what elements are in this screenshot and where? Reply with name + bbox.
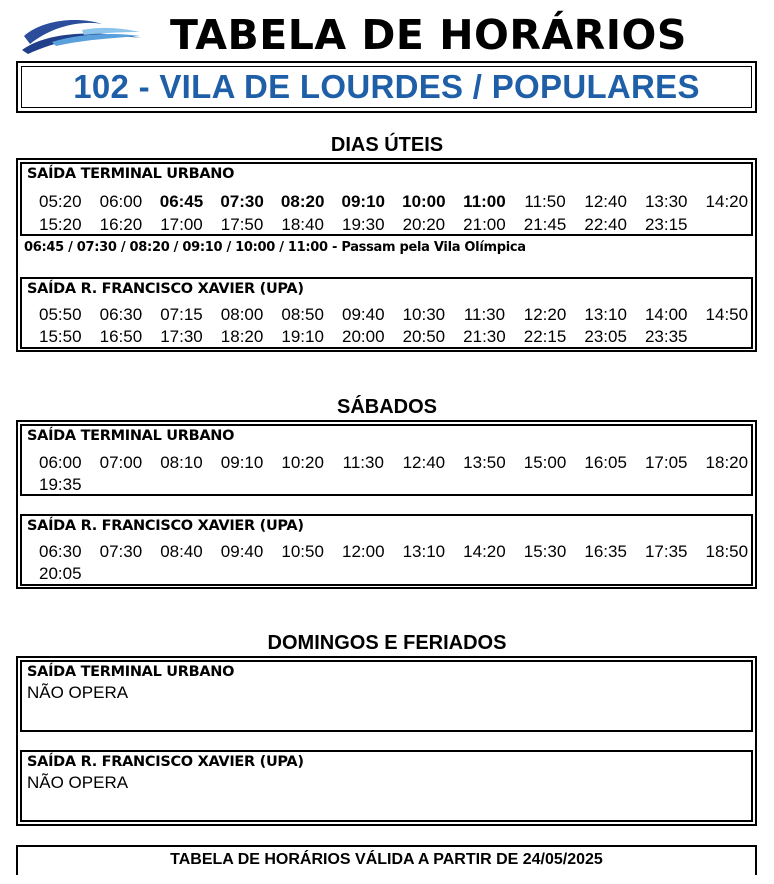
time-cell: 15:50 [39,327,82,346]
time-cell: 12:40 [584,192,627,211]
route-box-inner [21,66,752,108]
time-row [30,541,749,562]
time-cell: 11:30 [342,453,384,472]
section-title-sunday: DOMINGOS E FERIADOS [267,632,507,654]
time-cell: 17:35 [644,542,688,561]
time-row [30,452,749,473]
time-row [30,474,745,495]
time-cell: 11:30 [463,305,506,324]
sunday-outer-box [16,656,757,826]
departure-label: SAÍDA TERMINAL URBANO [27,166,235,182]
time-cell: 23:35 [644,327,688,346]
time-cell: 14:00 [644,305,688,324]
time-row [30,304,749,325]
time-cell: 12:40 [402,453,446,472]
section-title-weekdays: DIAS ÚTEIS [330,134,444,156]
vila-olimpica-note: 06:45 / 07:30 / 08:20 / 09:10 / 10:00 / 11:00 - Passam pela Vila Olímpica [24,240,526,255]
time-cell: 07:30 [220,192,264,211]
saturday-terminal-box [20,424,753,496]
time-cell: 08:00 [220,305,264,324]
time-cell: 21:45 [523,215,567,234]
route-box [16,61,757,113]
time-cell: 13:10 [584,305,627,324]
time-cell: 16:20 [99,215,143,234]
time-cell: 17:30 [160,327,203,346]
time-cell: 07:00 [99,453,143,472]
time-cell: 11:00 [463,192,506,211]
time-cell: 17:00 [160,215,203,234]
time-cell: 13:30 [644,192,688,211]
time-cell: 06:30 [39,542,82,561]
route-name: 102 - VILA DE LOURDES / POPULARES [73,68,700,105]
time-cell: 15:00 [523,453,567,472]
time-cell: 10:30 [402,305,446,324]
time-cell: 19:30 [341,215,385,234]
time-cell: 14:20 [463,542,506,561]
time-cell: 19:10 [281,327,324,346]
time-cell: 09:10 [341,192,385,211]
time-cell: 16:50 [99,327,143,346]
time-cell: 06:00 [99,192,143,211]
time-row [30,326,745,347]
sunday-terminal-box [20,660,753,732]
page-title: TABELA DE HORÁRIOS [170,11,687,59]
time-cell: 05:20 [39,192,82,211]
time-cell: 08:20 [280,192,325,211]
time-cell: 18:50 [705,542,749,561]
time-cell: 15:20 [39,215,82,234]
time-cell: 21:00 [463,215,506,234]
saturday-upa-box [20,514,753,586]
time-row [30,191,749,212]
time-row [30,563,745,584]
time-cell: 18:20 [220,327,264,346]
time-row [30,214,745,235]
time-cell: 06:00 [39,453,82,472]
validity-footer: TABELA DE HORÁRIOS VÁLIDA A PARTIR DE 24/05/2025 [16,845,757,875]
time-cell: 23:15 [644,215,688,234]
section-title-saturday: SÁBADOS [336,396,437,418]
time-cell: 14:50 [705,305,749,324]
no-service-text: NÃO OPERA [27,683,129,702]
time-cell: 20:20 [402,215,446,234]
time-cell: 05:50 [39,305,82,324]
time-cell: 10:50 [281,542,324,561]
time-cell: 07:15 [160,305,203,324]
time-cell: 09:40 [341,305,385,324]
time-cell: 10:20 [281,453,324,472]
time-cell: 22:15 [523,327,567,346]
time-cell: 14:20 [705,192,749,211]
time-cell: 19:35 [39,475,82,494]
departure-label: SAÍDA TERMINAL URBANO [27,664,235,680]
time-cell: 09:40 [220,542,264,561]
departure-label: SAÍDA R. FRANCISCO XAVIER (UPA) [27,754,304,770]
time-cell: 21:30 [463,327,506,346]
time-cell: 08:50 [281,305,324,324]
time-cell: 13:10 [402,542,446,561]
time-cell: 12:20 [523,305,567,324]
no-service-text: NÃO OPERA [27,773,129,792]
time-cell: 13:50 [463,453,506,472]
time-cell: 16:05 [584,453,627,472]
time-cell: 18:40 [281,215,324,234]
time-cell: 09:10 [220,453,264,472]
time-cell: 16:35 [584,542,627,561]
time-cell: 18:20 [705,453,749,472]
weekdays-upa-box [20,277,753,349]
time-cell: 17:50 [220,215,264,234]
time-cell: 20:05 [39,564,82,583]
weekdays-outer-box [16,158,757,352]
saturday-outer-box [16,420,757,589]
time-cell: 06:30 [99,305,143,324]
time-cell: 17:05 [644,453,688,472]
time-cell: 06:45 [159,192,204,211]
departure-label: SAÍDA R. FRANCISCO XAVIER (UPA) [27,518,304,534]
time-cell: 07:30 [99,542,143,561]
time-cell: 10:00 [402,192,446,211]
time-cell: 22:40 [584,215,627,234]
sunday-upa-box [20,750,753,822]
time-cell: 11:50 [524,192,566,211]
time-cell: 23:05 [584,327,627,346]
wave-logo-icon [22,14,144,54]
time-cell: 08:40 [160,542,203,561]
weekdays-terminal-box [20,162,753,236]
time-cell: 20:50 [402,327,446,346]
time-cell: 15:30 [523,542,567,561]
time-cell: 12:00 [341,542,385,561]
time-cell: 20:00 [341,327,385,346]
departure-label: SAÍDA R. FRANCISCO XAVIER (UPA) [27,281,304,297]
time-cell: 08:10 [160,453,203,472]
departure-label: SAÍDA TERMINAL URBANO [27,428,235,444]
